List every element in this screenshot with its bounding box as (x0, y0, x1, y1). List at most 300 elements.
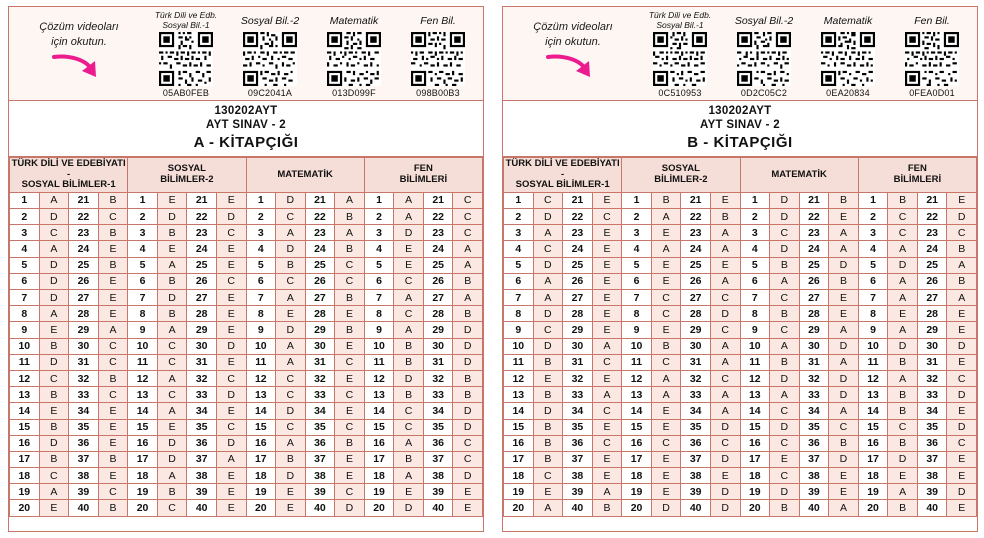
answer-letter: C (770, 290, 800, 306)
question-number: 6 (622, 273, 652, 289)
question-number: 39 (69, 484, 99, 500)
qr-header (9, 7, 483, 101)
table-row (10, 451, 483, 467)
question-number: 39 (799, 484, 829, 500)
question-number: 34 (69, 403, 99, 419)
question-number: 29 (187, 322, 217, 338)
answer-letter: A (39, 241, 69, 257)
question-number: 11 (10, 354, 40, 370)
answer-letter: D (533, 403, 563, 419)
answer-letter: A (710, 225, 740, 241)
question-number: 22 (917, 209, 947, 225)
question-number: 37 (187, 451, 217, 467)
answer-letter: A (157, 257, 187, 273)
answer-letter: E (947, 500, 977, 516)
question-number: 20 (504, 500, 534, 516)
arrow-icon (546, 53, 600, 79)
answer-letter: D (770, 484, 800, 500)
question-number: 20 (10, 500, 40, 516)
question-number: 3 (858, 225, 888, 241)
qr-cell-fen[interactable] (397, 11, 479, 98)
answer-letter: E (157, 241, 187, 257)
booklet-label: A - KİTAPÇIĞI (193, 134, 299, 151)
question-number: 3 (364, 225, 394, 241)
answer-letter: C (453, 435, 483, 451)
table-row (10, 387, 483, 403)
qr-cell-fen[interactable] (891, 11, 973, 98)
answer-letter: D (453, 419, 483, 435)
qr-title-3a: Matematik (329, 14, 379, 27)
question-number: 33 (423, 387, 453, 403)
hdr-line2: SOSYAL BİLİMLER-1 (21, 179, 116, 191)
answer-letter: A (888, 290, 918, 306)
answer-letter: D (710, 306, 740, 322)
table-row (504, 500, 977, 516)
question-number: 18 (128, 468, 158, 484)
question-number: 18 (504, 468, 534, 484)
question-number: 14 (622, 403, 652, 419)
question-number: 27 (681, 290, 711, 306)
answer-letter: D (533, 257, 563, 273)
question-number: 31 (305, 354, 335, 370)
qr-note-line1: Çözüm videoları (39, 20, 119, 33)
question-number: 16 (128, 435, 158, 451)
answer-letter: E (592, 257, 622, 273)
question-number: 14 (10, 403, 40, 419)
question-number: 3 (246, 225, 276, 241)
answer-letter: B (39, 451, 69, 467)
question-number: 15 (364, 419, 394, 435)
question-number: 4 (10, 241, 40, 257)
question-number: 40 (305, 500, 335, 516)
qr-cell-matematik[interactable] (807, 11, 889, 98)
question-number: 27 (305, 290, 335, 306)
question-number: 10 (622, 338, 652, 354)
question-number: 16 (504, 435, 534, 451)
question-number: 25 (305, 257, 335, 273)
answer-letter: E (829, 209, 859, 225)
question-number: 15 (622, 419, 652, 435)
table-row (10, 370, 483, 386)
question-number: 26 (799, 273, 829, 289)
answer-letter: C (592, 354, 622, 370)
question-number: 38 (305, 468, 335, 484)
answer-letter: A (335, 192, 365, 208)
qr-cell-matematik[interactable] (313, 11, 395, 98)
answer-letter: B (335, 241, 365, 257)
answer-letter: C (453, 225, 483, 241)
answer-letter: E (216, 484, 246, 500)
question-number: 6 (740, 273, 770, 289)
question-number: 34 (917, 403, 947, 419)
question-number: 4 (622, 241, 652, 257)
answer-letter: C (710, 435, 740, 451)
answer-letter: B (98, 257, 128, 273)
question-number: 36 (187, 435, 217, 451)
arrow-icon (52, 53, 106, 79)
answer-letter: E (98, 306, 128, 322)
answer-letter: E (651, 257, 681, 273)
answer-letter: D (829, 338, 859, 354)
question-number: 17 (740, 451, 770, 467)
answer-letter: D (216, 435, 246, 451)
question-number: 11 (740, 354, 770, 370)
answer-letter: E (947, 354, 977, 370)
question-number: 38 (681, 468, 711, 484)
answer-letter: D (157, 451, 187, 467)
answer-letter: E (651, 322, 681, 338)
answer-letter: C (770, 468, 800, 484)
answer-letter: B (98, 192, 128, 208)
qr-code-image[interactable] (411, 32, 465, 86)
answer-letter: C (947, 225, 977, 241)
answer-letter: D (394, 225, 424, 241)
question-number: 36 (305, 435, 335, 451)
answer-letter: B (829, 192, 859, 208)
question-number: 3 (10, 225, 40, 241)
qr-header (503, 7, 977, 101)
table-row (504, 403, 977, 419)
question-number: 19 (246, 484, 276, 500)
question-number: 20 (128, 500, 158, 516)
question-number: 17 (622, 451, 652, 467)
question-number: 38 (69, 468, 99, 484)
answer-letter: D (276, 403, 306, 419)
answer-letter: D (453, 322, 483, 338)
answer-letter: D (216, 209, 246, 225)
question-number: 23 (69, 225, 99, 241)
answer-letter: D (157, 209, 187, 225)
question-number: 6 (364, 273, 394, 289)
hdr-line2: BİLİMLER-2 (654, 173, 708, 185)
question-number: 34 (423, 403, 453, 419)
question-number: 30 (69, 338, 99, 354)
question-number: 28 (563, 306, 593, 322)
question-number: 24 (563, 241, 593, 257)
answer-letter: A (888, 241, 918, 257)
question-number: 2 (504, 209, 534, 225)
qr-code-image[interactable] (653, 32, 707, 86)
answer-letter: E (335, 370, 365, 386)
question-number: 15 (128, 419, 158, 435)
answer-letter: D (453, 468, 483, 484)
answer-letter: B (829, 273, 859, 289)
answer-letter: A (533, 273, 563, 289)
question-number: 16 (364, 435, 394, 451)
question-number: 9 (740, 322, 770, 338)
question-number: 36 (69, 435, 99, 451)
answer-letter: B (335, 290, 365, 306)
answer-letter: B (98, 370, 128, 386)
question-number: 12 (128, 370, 158, 386)
answer-letter: C (335, 387, 365, 403)
question-number: 1 (246, 192, 276, 208)
answer-letter: B (533, 435, 563, 451)
hdr-line1: TÜRK DİLİ VE EDEBİYATI - (505, 158, 620, 180)
question-number: 40 (69, 500, 99, 516)
answer-letter: C (98, 354, 128, 370)
answer-letter: E (216, 403, 246, 419)
answer-letter: C (592, 403, 622, 419)
question-number: 4 (128, 241, 158, 257)
answer-letter: C (453, 192, 483, 208)
question-number: 20 (364, 500, 394, 516)
answer-letter: A (829, 241, 859, 257)
answer-letter: B (335, 322, 365, 338)
answer-letter: D (710, 419, 740, 435)
answer-letter: C (39, 370, 69, 386)
question-number: 20 (858, 500, 888, 516)
question-number: 28 (305, 306, 335, 322)
answer-letter: C (888, 225, 918, 241)
answer-letter: D (829, 387, 859, 403)
answer-letter: C (651, 435, 681, 451)
answer-table (9, 157, 483, 517)
answer-letter: C (829, 419, 859, 435)
question-number: 29 (917, 322, 947, 338)
hdr-line1: SOSYAL (661, 163, 700, 175)
answer-letter: D (947, 338, 977, 354)
answer-letter: A (829, 500, 859, 516)
col-header-fen (858, 158, 976, 193)
question-number: 22 (69, 209, 99, 225)
question-number: 37 (305, 451, 335, 467)
question-number: 35 (563, 419, 593, 435)
answer-letter: E (335, 451, 365, 467)
answer-letter: B (335, 435, 365, 451)
answer-letter: B (770, 354, 800, 370)
question-number: 32 (681, 370, 711, 386)
qr-code-image[interactable] (243, 32, 297, 86)
answer-letter: A (770, 338, 800, 354)
answer-letter: D (770, 192, 800, 208)
qr-code-text: 0D2C05C2 (740, 88, 788, 98)
qr-code-image[interactable] (905, 32, 959, 86)
answer-letter: D (394, 370, 424, 386)
question-number: 6 (504, 273, 534, 289)
question-number: 34 (563, 403, 593, 419)
question-number: 31 (681, 354, 711, 370)
answer-letter: C (888, 209, 918, 225)
answer-letter: B (98, 225, 128, 241)
answer-letter: B (888, 354, 918, 370)
question-number: 2 (246, 209, 276, 225)
answer-letter: E (947, 403, 977, 419)
question-number: 7 (10, 290, 40, 306)
answer-letter: B (453, 387, 483, 403)
hdr-line2: BİLİMLERİ (399, 173, 448, 185)
answer-letter: A (276, 225, 306, 241)
question-number: 19 (740, 484, 770, 500)
answer-letter: B (276, 451, 306, 467)
question-number: 30 (187, 338, 217, 354)
question-number: 40 (799, 500, 829, 516)
answer-letter: B (157, 225, 187, 241)
answer-letter: B (39, 419, 69, 435)
answer-letter: E (651, 451, 681, 467)
answer-letter: C (276, 209, 306, 225)
qr-note-line2: için okutun. (545, 35, 601, 48)
question-number: 7 (246, 290, 276, 306)
answer-letter: A (710, 338, 740, 354)
answer-letter: B (394, 338, 424, 354)
qr-cell-sosyal2[interactable] (723, 11, 805, 98)
answer-letter: A (651, 209, 681, 225)
qr-cell-sosyal2[interactable] (229, 11, 311, 98)
answer-letter: E (770, 451, 800, 467)
question-number: 10 (740, 338, 770, 354)
qr-code-image[interactable] (737, 32, 791, 86)
question-number: 30 (799, 338, 829, 354)
question-number: 21 (423, 192, 453, 208)
answer-letter: D (39, 290, 69, 306)
answer-letter: A (394, 322, 424, 338)
question-number: 18 (10, 468, 40, 484)
question-number: 3 (740, 225, 770, 241)
answer-letter: B (947, 241, 977, 257)
answer-letter: B (533, 419, 563, 435)
table-row (10, 435, 483, 451)
answer-letter: C (651, 290, 681, 306)
answer-letter: C (216, 419, 246, 435)
table-row (10, 322, 483, 338)
answer-letter: A (651, 370, 681, 386)
hdr-line2: BİLİMLERİ (893, 173, 942, 185)
answer-letter: C (770, 225, 800, 241)
answer-letter: B (157, 273, 187, 289)
question-number: 15 (504, 419, 534, 435)
question-number: 31 (423, 354, 453, 370)
answer-letter: E (98, 419, 128, 435)
answer-letter: C (710, 290, 740, 306)
answer-letter: E (98, 403, 128, 419)
answer-letter: E (592, 451, 622, 467)
answer-letter: B (888, 192, 918, 208)
question-number: 2 (128, 209, 158, 225)
qr-code-image[interactable] (821, 32, 875, 86)
question-number: 33 (69, 387, 99, 403)
answer-letter: E (592, 419, 622, 435)
answer-letter: C (770, 435, 800, 451)
question-number: 21 (305, 192, 335, 208)
answer-letter: B (157, 484, 187, 500)
answer-letter: E (98, 468, 128, 484)
answer-letter: E (216, 322, 246, 338)
answer-letter: E (276, 306, 306, 322)
question-number: 13 (740, 387, 770, 403)
answer-letter: E (216, 500, 246, 516)
answer-letter: B (157, 306, 187, 322)
qr-code-image[interactable] (159, 32, 213, 86)
qr-cell-turkce[interactable] (145, 11, 227, 98)
table-row (10, 354, 483, 370)
question-number: 4 (364, 241, 394, 257)
table-row (10, 225, 483, 241)
question-number: 25 (563, 257, 593, 273)
question-number: 8 (128, 306, 158, 322)
table-row (504, 387, 977, 403)
question-number: 20 (622, 500, 652, 516)
qr-code-text: 0FEA0D01 (909, 88, 955, 98)
answer-rows-a (10, 192, 483, 516)
question-number: 32 (69, 370, 99, 386)
question-number: 11 (364, 354, 394, 370)
question-number: 9 (622, 322, 652, 338)
hdr-line1: FEN (413, 163, 433, 175)
answer-letter: D (533, 306, 563, 322)
exam-title-block (9, 101, 483, 157)
question-number: 21 (681, 192, 711, 208)
answer-letter: E (216, 290, 246, 306)
question-number: 29 (799, 322, 829, 338)
answer-letter: E (533, 370, 563, 386)
question-number: 12 (246, 370, 276, 386)
answer-letter: E (710, 468, 740, 484)
answer-letter: A (710, 354, 740, 370)
question-number: 33 (799, 387, 829, 403)
question-number: 23 (305, 225, 335, 241)
question-number: 10 (10, 338, 40, 354)
question-number: 11 (622, 354, 652, 370)
answer-letter: E (453, 484, 483, 500)
answer-letter: E (710, 257, 740, 273)
question-number: 13 (128, 387, 158, 403)
table-row (504, 306, 977, 322)
question-number: 7 (364, 290, 394, 306)
answer-letter: E (592, 241, 622, 257)
question-number: 11 (246, 354, 276, 370)
question-number: 12 (858, 370, 888, 386)
question-number: 39 (917, 484, 947, 500)
answer-letter: B (39, 387, 69, 403)
question-number: 4 (858, 241, 888, 257)
answer-letter: A (947, 257, 977, 273)
answer-letter: C (157, 354, 187, 370)
question-number: 19 (622, 484, 652, 500)
question-number: 26 (917, 273, 947, 289)
qr-code-image[interactable] (327, 32, 381, 86)
qr-code-text: 098B00B3 (416, 88, 460, 98)
answer-letter: D (888, 338, 918, 354)
answer-letter: C (98, 338, 128, 354)
answer-letter: D (335, 500, 365, 516)
answer-letter: B (39, 338, 69, 354)
col-header-matematik (740, 158, 858, 193)
hdr-line2: SOSYAL BİLİMLER-1 (515, 179, 610, 191)
question-number: 33 (563, 387, 593, 403)
answer-letter: E (947, 192, 977, 208)
answer-letter: E (157, 192, 187, 208)
answer-letter: D (710, 500, 740, 516)
question-number: 26 (187, 273, 217, 289)
qr-cell-turkce[interactable] (639, 11, 721, 98)
table-row (10, 273, 483, 289)
answer-letter: E (394, 484, 424, 500)
answer-letter: C (592, 435, 622, 451)
answer-letter: C (39, 225, 69, 241)
answer-letter: D (710, 484, 740, 500)
question-number: 17 (504, 451, 534, 467)
answer-letter: C (394, 419, 424, 435)
question-number: 23 (187, 225, 217, 241)
answer-letter: E (216, 354, 246, 370)
question-number: 22 (187, 209, 217, 225)
question-number: 9 (10, 322, 40, 338)
answer-letter: E (592, 322, 622, 338)
question-number: 30 (305, 338, 335, 354)
question-number: 11 (128, 354, 158, 370)
question-number: 17 (128, 451, 158, 467)
